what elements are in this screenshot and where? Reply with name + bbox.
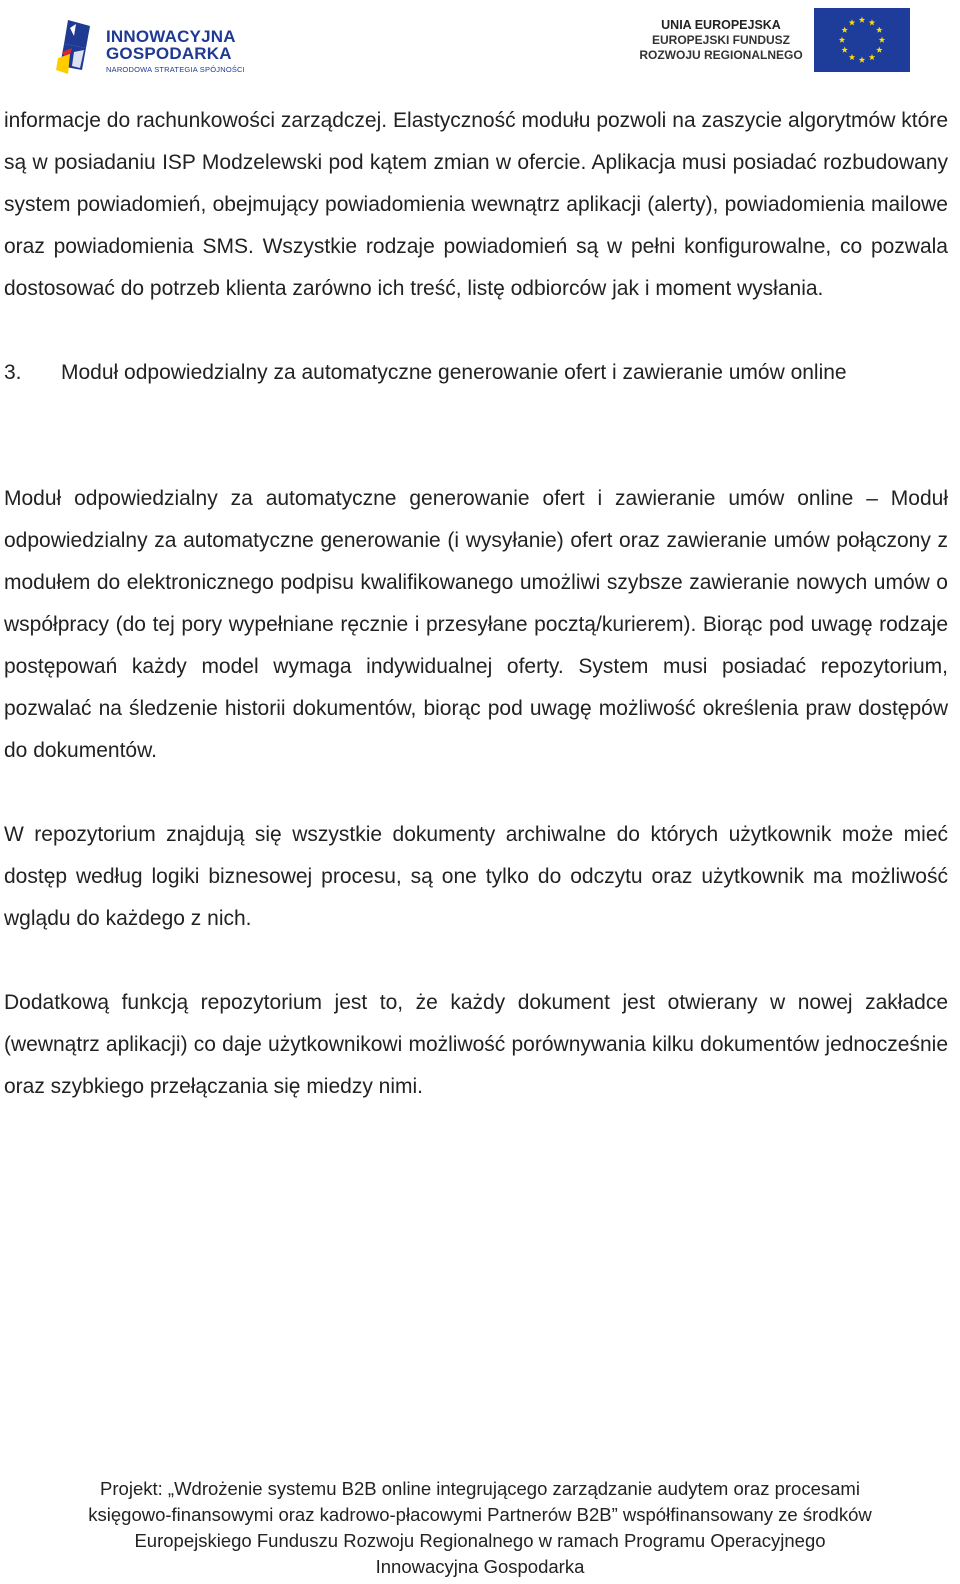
eu-logo-line-1: UNIA EUROPEJSKA (661, 18, 781, 32)
logo-name-line-1: INNOWACYJNA (106, 27, 236, 46)
logo-tagline: NARODOWA STRATEGIA SPÓJNOŚCI (106, 65, 245, 74)
eu-flag-icon (814, 8, 910, 72)
section-number: 3. (4, 361, 22, 384)
page-header (0, 0, 960, 90)
footer-line-2: księgowo-finansowymi oraz kadrowo-płacowymi Partnerów B2B” współfinansowany ze środków (88, 1504, 872, 1525)
eu-logo (640, 8, 910, 74)
section-title: Moduł odpowiedzialny za automatyczne generowanie ofert i zawieranie umów online (61, 361, 847, 384)
document-body (4, 100, 948, 1108)
eu-logo-line-2: EUROPEJSKI FUNDUSZ (651, 33, 791, 47)
paragraph-repository: W repozytorium znajdują się wszystkie dokumenty archiwalne do których użytkownik może mieć dostęp według logiki biznesowej procesu, są one tylko do odczytu oraz użytkownik ma możliwość wglądu do każdego z nich. (4, 823, 948, 930)
paragraph-offers-module: Moduł odpowiedzialny za automatyczne generowanie ofert i zawieranie umów online – Moduł odpowiedzialny za automatyczne generowanie (i wysyłanie) ofert oraz zawieranie umów połączony z modułem do elektronicznego podpisu kwalifikowanego umożliwi szybsze zawieranie nowych umów o współpracy (do tej pory wypełniane ręcznie i przesyłane pocztą/kurierem). Biorąc pod uwagę rodzaje postępowań każdy model wymaga indywidualnej oferty. System musi posiadać repozytorium, pozwalać na śledzenie historii dokumentów, biorąc pod uwagę możliwość określenia praw dostępów do dokumentów. (4, 487, 948, 762)
footer-line-1: Projekt: „Wdrożenie systemu B2B online integrującego zarządzanie audytem oraz procesami (100, 1478, 860, 1499)
eu-logo-line-3: ROZWOJU REGIONALNEGO (639, 48, 803, 62)
paragraph-notifications: informacje do rachunkowości zarządczej. Elastyczność modułu pozwoli na zaszycie algorytmów które są w posiadaniu ISP Modzelewski pod kątem zmian w ofercie. Aplikacja musi posiadać rozbudowany system powiadomień, obejmujący powiadomienia wewnątrz aplikacji (alerty), powiadomienia mailowe oraz powiadomienia SMS. Wszystkie rodzaje powiadomień są w pełni konfigurowalne, co pozwala dostosować do potrzeb klienta zarówno ich treść, listę odbiorców jak i moment wysłania. (4, 109, 948, 300)
page-footer (0, 1476, 960, 1580)
innowacyjna-gospodarka-logo (56, 14, 256, 80)
logo-name-line-2: GOSPODARKA (106, 44, 232, 63)
footer-line-3: Europejskiego Funduszu Rozwoju Regionalnego w ramach Programu Operacyjnego (134, 1530, 826, 1551)
innowacyjna-gospodarka-emblem-icon (56, 18, 96, 78)
spacer (4, 394, 948, 478)
footer-line-4: Innowacyjna Gospodarka (375, 1556, 585, 1577)
paragraph-repository-tabs: Dodatkową funkcją repozytorium jest to, że każdy dokument jest otwierany w nowej zakładce (wewnątrz aplikacji) co daje użytkownikowi możliwość porównywania kilku dokumentów jednocześnie oraz szybkiego przełączania się miedzy nimi. (4, 991, 948, 1098)
section-heading (4, 352, 948, 394)
